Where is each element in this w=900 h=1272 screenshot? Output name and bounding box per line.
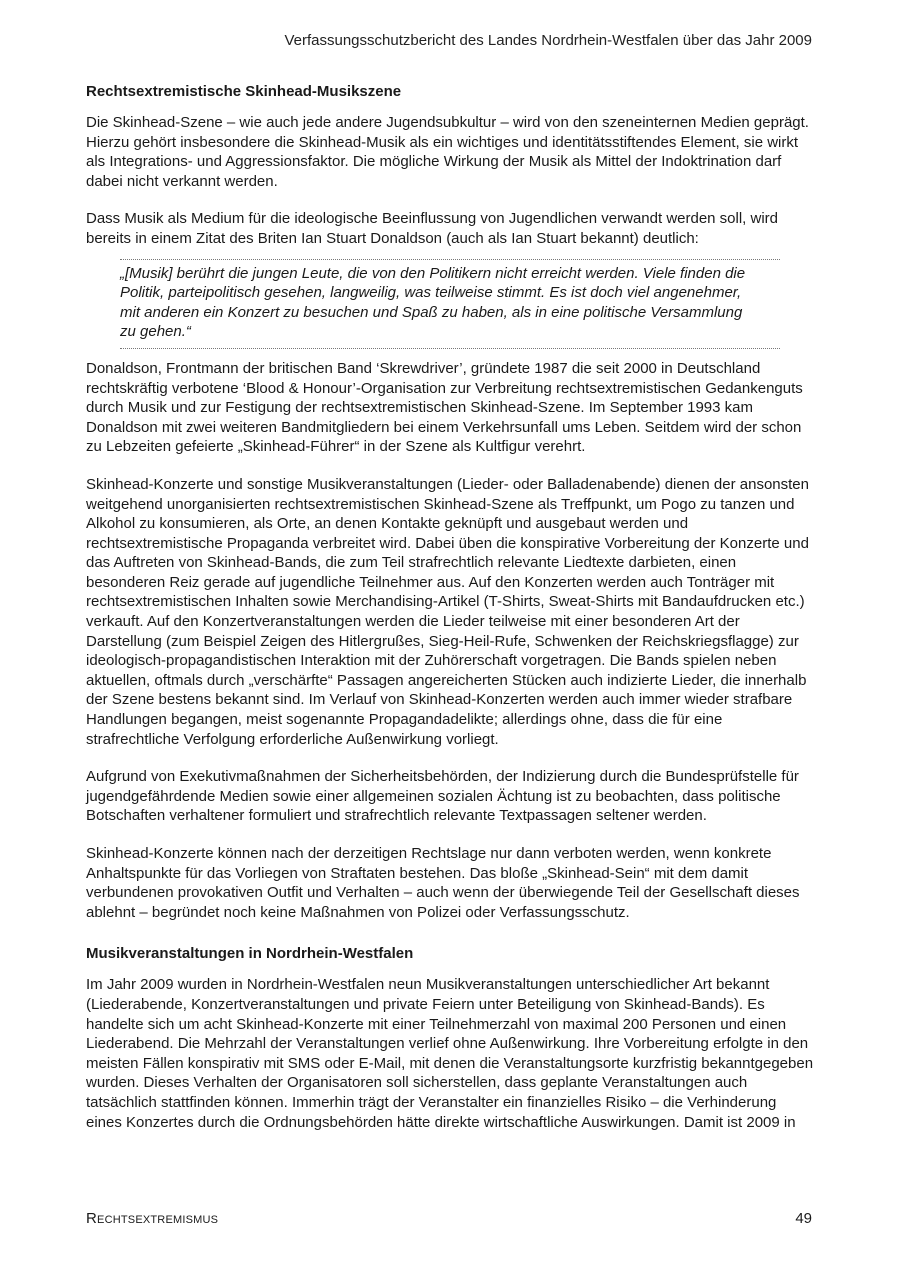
section-heading-nrw-events: Musikveranstaltungen in Nordrhein-Westfalen [86, 945, 414, 963]
paragraph: Aufgrund von Exekutivmaßnahmen der Sicherheitsbehörden, der Indizierung durch die Bundesprüfstelle für jugendgefährdende Medien sowie einer allgemeinen sozialen Ächtung ist zu beobachten, dass politische Botschaften verhaltener formuliert und strafrechtlich relevante Textpassagen seltener werden. [86, 768, 799, 825]
page-body [86, 82, 816, 1150]
quote-text: „[Musik] berührt die jungen Leute, die von den Politikern nicht erreicht werden. Viele finden die Politik, parteipolitisch gesehen, langweilig, was teilweise stimmt. Es ist doch viel angenehmer, mit anderen ein Konzert zu besuchen und Spaß zu haben, als in eine politische Versammlung zu gehen.“ [120, 264, 746, 341]
page-number: 49 [795, 1210, 812, 1227]
paragraph: Donaldson, Frontmann der britischen Band ‘Skrewdriver’, gründete 1987 die seit 2000 in Deutschland rechtskräftig verbotene ‘Blood & Honour’-Organisation zur Verbreitung rechtsextremistischen Gedankenguts durch Musik und zur Festigung der rechtsextremistischen Skinhead-Szene. Im September 1993 kam Donaldson mit zwei weiteren Bandmitgliedern bei einem Verkehrsunfall ums Leben. Seitdem wird der schon zu Lebzeiten gefeierte „Skinhead-Führer“ in der Szene als Kultfigur verehrt. [86, 359, 803, 456]
footer-section-name: Rechtsextremismus [86, 1210, 219, 1227]
paragraph: Im Jahr 2009 wurden in Nordrhein-Westfalen neun Musikveranstaltungen unterschiedlicher Art bekannt (Liederabende, Konzertveranstaltungen und private Feiern unter Beteiligung von Skinhead-Bands). Es handelte sich um acht Skinhead-Konzerte mit einer Teilnehmerzahl von maximal 200 Personen und einen Liederabend. Die Mehrzahl der Veranstaltungen verlief ohne Außenwirkung. Ihre Vorbereitung erfolgte in den meisten Fällen konspirativ mit SMS oder E-Mail, mit denen die Veranstaltungsorte kurzfristig bekanntgegeben wurden. Dieses Verhalten der Organisatoren soll sicherstellen, dass geplante Veranstaltungen auch tatsächlich stattfinden können. Immerhin trägt der Veranstalter ein finanzielles Risiko – die Verhinderung eines Konzertes durch die Ordnungsbehörden hätte direkte wirtschaftliche Auswirkungen. Damit ist 2009 in [86, 976, 814, 1131]
paragraph: Dass Musik als Medium für die ideologische Beeinflussung von Jugendlichen verwandt werden soll, wird bereits in einem Zitat des Briten Ian Stuart Donaldson (auch als Ian Stuart bekannt) deutlich: [86, 210, 779, 247]
paragraph: Die Skinhead-Szene – wie auch jede andere Jugendsubkultur – wird von den szeneinternen Medien geprägt. Hierzu gehört insbesondere die Skinhead-Musik als ein wichtiges und identitätsstiftendes Element, sie wirkt als Integrations- und Aggressionsfaktor. Die mögliche Wirkung der Musik als Mittel der Indoktrination darf dabei nicht verkannt werden. [86, 114, 809, 190]
running-header: Verfassungsschutzbericht des Landes Nordrhein-Westfalen über das Jahr 2009 [284, 32, 812, 49]
paragraph: Skinhead-Konzerte und sonstige Musikveranstaltungen (Lieder- oder Balladenabende) dienen der ansonsten weitgehend unorganisierten rechtsextremistischen Skinhead-Szene als Treffpunkt, um Pogo zu tanzen und Alkohol zu konsumieren, als Orte, an denen Kontakte geknüpft und ausgebaut werden und rechtsextremistische Propaganda verbreitet wird. Dabei üben die konspirative Vorbereitung der Konzerte und das Auftreten von Skinhead-Bands, die zum Teil strafrechtlich relevante Liedtexte darbieten, einen besonderen Reiz gerade auf jugendliche Teilnehmer aus. Auf den Konzerten werden auch Tonträger mit rechtsextremistischen Inhalten sowie Merchandising-Artikel (T-Shirts, Sweat-Shirts mit Bandaufdrucken etc.) verkauft. Auf den Konzertveranstaltungen werden die Lieder teilweise mit einer besonderen Art der Darstellung (zum Beispiel Zeigen des Hitlergrußes, Sieg-Heil-Rufe, Schwenken der Reichskriegsflagge) zur ideologisch-propagandistischen Interaktion mit der Zuhörerschaft vorgetragen. Die Bands spielen neben aktuellen, oftmals durch „verschärfte“ Passagen angereicherten Stücken auch indizierte Lieder, die innerhalb der Szene bestens bekannt sind. Im Verlauf von Skinhead-Konzerten werden auch immer wieder strafbare Handlungen begangen, meist sogenannte Propagandadelikte; allerdings ohne, dass die für eine strafrechtliche Verfolgung erforderliche Außenwirkung vorliegt. [86, 475, 809, 748]
paragraph: Skinhead-Konzerte können nach der derzeitigen Rechtslage nur dann verboten werden, wenn konkrete Anhaltspunkte für das Vorliegen von Straftaten bestehen. Das bloße „Skinhead-Sein“ mit dem damit verbundenen provokativen Outfit und Verhalten – auch wenn der überwiegende Teil der Gesellschaft dieses ablehnt – begründet noch keine Maßnahmen von Polizei oder Verfassungsschutz. [86, 845, 800, 921]
blockquote [120, 259, 780, 349]
section-heading-skinhead-music: Rechtsextremistische Skinhead-Musikszene [86, 83, 402, 100]
